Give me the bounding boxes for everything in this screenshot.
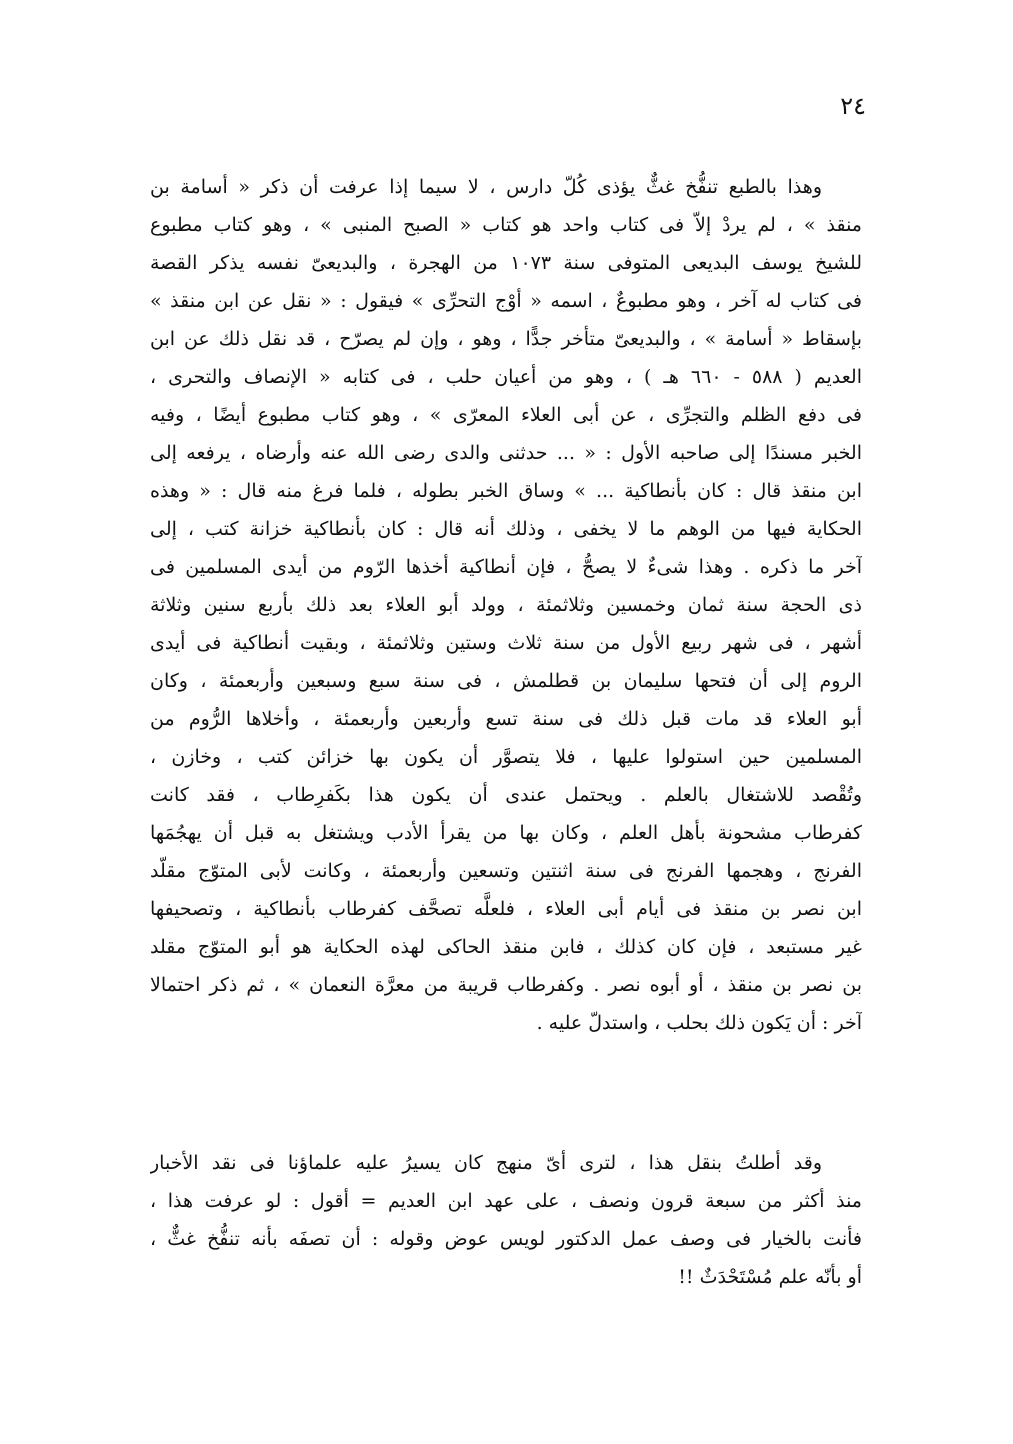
- text-line: ابن نصر بن منقذ فى أيام أبى العلاء ، فلعلَّه تصحَّف كفرطاب بأنطاكية ، وتصحيفها: [150, 898, 862, 920]
- text-line: منقذ » ، لم يردْ إلاّ فى كتاب واحد هو كتاب « الصبح المنبى » ، وهو كتاب مطبوع: [150, 214, 862, 236]
- text-line: فأنت بالخيار فى وصف عمل الدكتور لويس عوض وقوله : أن تصفَه بأنه تنفُّخ غثٌّ ،: [150, 1228, 862, 1250]
- paragraph-2: [150, 1144, 862, 1296]
- text-line: فى دفع الظلم والتجرِّى ، عن أبى العلاء المعرّى » ، وهو كتاب مطبوع أيضًا ، وفيه: [150, 404, 862, 426]
- text-line: ابن منقذ قال : كان بأنطاكية ... » وساق الخبر بطوله ، فلما فرغ منه قال : « وهذه: [150, 480, 862, 502]
- text-line: وهذا بالطبع تنفُّخ غثٌّ يؤذى كُلّ دارس ، لا سيما إذا عرفت أن ذكر « أسامة بن: [150, 176, 822, 198]
- text-line: وتُقْصد للاشتغال بالعلم . ويحتمل عندى أن يكون هذا بكَفرِطاب ، فقد كانت: [150, 784, 862, 806]
- text-line: أبو العلاء قد مات قبل ذلك فى سنة تسع وأربعين وأربعمئة ، وأخلاها الرُّوم من: [150, 708, 862, 730]
- paragraph-1: [150, 168, 862, 1042]
- text-line: الحكاية فيها من الوهم ما لا يخفى ، وذلك أنه قال : كان بأنطاكية خزانة كتب ، إلى: [150, 518, 862, 540]
- text-line: بإسقاط « أسامة » ، والبديعىّ متأخر جدًّا ، وهو ، وإن لم يصرّح ، قد نقل ذلك عن ابن: [150, 328, 862, 350]
- text-line: للشيخ يوسف البديعى المتوفى سنة ١٠٧٣ من الهجرة ، والبديعىّ نفسه يذكر القصة: [150, 252, 862, 274]
- text-line: بن نصر بن منقذ ، أو أبوه نصر . وكفرطاب قريبة من معرَّة النعمان » ، ثم ذكر احتمالا: [150, 974, 862, 996]
- text-line: الفرنج ، وهجمها الفرنج فى سنة اثنتين وتسعين وأربعمئة ، وكانت لأبى المتوّج مقلّد: [150, 860, 862, 882]
- text-line: فى كتاب له آخر ، وهو مطبوعٌ ، اسمه « أوْج التحرِّى » فيقول : « نقل عن ابن منقذ »: [150, 290, 862, 312]
- text-line: منذ أكثر من سبعة قرون ونصف ، على عهد ابن العديم = أقول : لو عرفت هذا ،: [150, 1190, 862, 1212]
- text-line: آخر : أن يَكون ذلك بحلب ، واستدلّ عليه .: [536, 1012, 862, 1034]
- text-line: أشهر ، فى شهر ربيع الأول من سنة ثلاث وستين وثلاثمئة ، وبقيت أنطاكية فى أيدى: [150, 632, 862, 654]
- text-line: غير مستبعد ، فإن كان كذلك ، فابن منقذ الحاكى لهذه الحكاية هو أبو المتوّج مقلد: [150, 936, 862, 958]
- text-line: آخر ما ذكره . وهذا شىءٌ لا يصحُّ ، فإن أنطاكية أخذها الرّوم من أيدى المسلمين فى: [150, 556, 862, 578]
- text-line: كفرطاب مشحونة بأهل العلم ، وكان بها من يقرأ الأدب ويشتغل به قبل أن يهجُمَها: [150, 822, 862, 844]
- text-line: ذى الحجة سنة ثمان وخمسين وثلاثمئة ، وولد أبو العلاء بعد ذلك بأربع سنين وثلاثة: [150, 594, 862, 616]
- page-number: ٢٤: [840, 92, 866, 120]
- text-line: الروم إلى أن فتحها سليمان بن قطلمش ، فى سنة سبع وسبعين وأربعمئة ، وكان: [150, 670, 862, 692]
- text-line: الخبر مسندًا إلى صاحبه الأول : « ... حدثنى والدى رضى الله عنه وأرضاه ، يرفعه إلى: [150, 442, 862, 464]
- text-line: أو بأنّه علم مُسْتَحْدَثٌ !!: [678, 1266, 862, 1288]
- text-line: المسلمين حين استولوا عليها ، فلا يتصوَّر أن يكون بها خزائن كتب ، وخازن ،: [150, 746, 862, 768]
- text-line: وقد أطلتُ بنقل هذا ، لترى أىّ منهج كان يسيرُ عليه علماؤنا فى نقد الأخبار: [150, 1152, 822, 1174]
- text-line: العديم ( ٥٨٨ - ٦٦٠ هـ ) ، وهو من أعيان حلب ، فى كتابه « الإنصاف والتحرى ،: [150, 366, 862, 388]
